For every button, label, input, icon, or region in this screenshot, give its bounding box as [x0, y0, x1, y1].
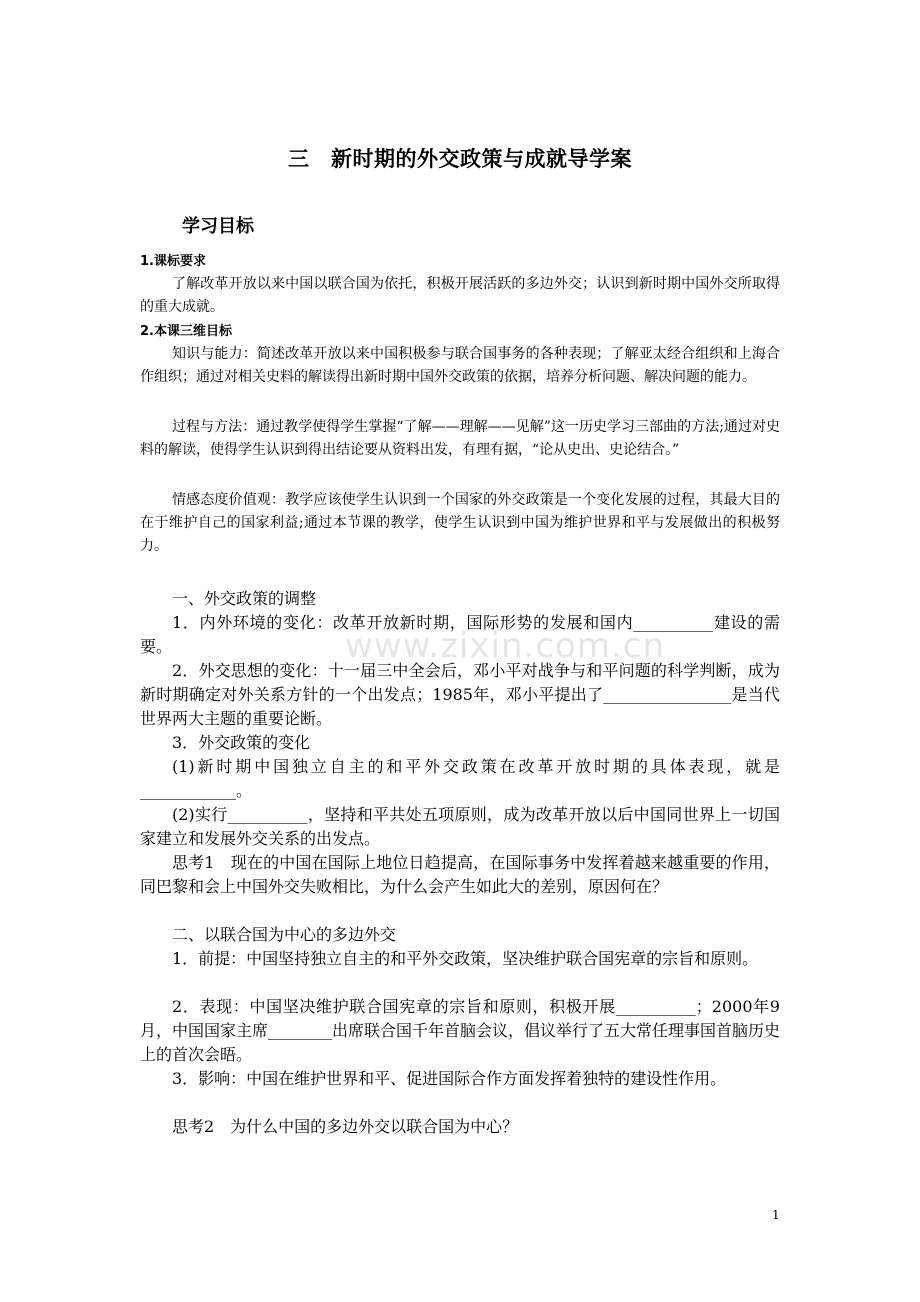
part1-item2: 2．外交思想的变化：十一届三中全会后，邓小平对战争与和平问题的科学判断，成为新时期确定对外关系方针的一个出发点；1985年，邓小平提出了________________是当代世界两大主题的重要论断。	[140, 661, 780, 728]
curriculum-text: 了解改革开放以来中国以联合国为依托，积极开展活跃的多边外交；认识到新时期中国外交所取得的重大成就。	[140, 276, 780, 315]
part1-item3b: (2)实行__________，坚持和平共处五项原则，成为改革开放以后中国同世界上一切国家建立和发展外交关系的出发点。	[140, 805, 780, 848]
curriculum-heading: 1.课标要求	[140, 254, 206, 269]
goal-knowledge: 知识与能力：简述改革开放以来中国积极参与联合国事务的各种表现；了解亚太经合组织和上海合作组织；通过对相关史料的解读得出新时期中国外交政策的依据，培养分析问题、解决问题的能力。	[140, 346, 780, 385]
part1-item3a: (1)新时期中国独立自主的和平外交政策在改革开放时期的具体表现，就是____________。	[140, 757, 780, 800]
part2-item1: 1．前提：中国坚持独立自主的和平外交政策，坚决维护联合国宪章的宗旨和原则。	[172, 949, 759, 968]
part1-item1: 1．内外环境的变化：改革开放新时期，国际形势的发展和国内__________建设的需要。	[140, 613, 780, 656]
goal-process: 过程与方法：通过教学使得学生掌握“了解——理解——见解”这一历史学习三部曲的方法;通过对史料的解读，使得学生认识到得出结论要从资料出发，有理有据，“论从史出、史论结合。”	[140, 419, 780, 458]
watermark: www.zixin.com.cn	[345, 626, 665, 666]
part2-heading: 二、以联合国为中心的多边外交	[172, 925, 397, 944]
page-title: 三 新时期的外交政策与成就导学案	[288, 147, 632, 171]
part1-heading: 一、外交政策的调整	[172, 589, 317, 608]
goal-emotion: 情感态度价值观：教学应该使学生认识到一个国家的外交政策是一个变化发展的过程，其最大目的在于维护自己的国家利益;通过本节课的教学，使学生认识到中国为维护世界和平与发展做出的积极努力。	[140, 492, 780, 554]
part1-item3: 3．外交政策的变化	[172, 733, 311, 752]
page-number: 1	[772, 1208, 780, 1222]
three-goals-heading: 2.本课三维目标	[140, 324, 232, 339]
part2-item3: 3．影响：中国在维护世界和平、促进国际合作方面发挥着独特的建设性作用。	[172, 1069, 727, 1088]
learning-goals-heading: 学习目标	[182, 216, 254, 237]
think2-question: 思考2 为什么中国的多边外交以联合国为中心？	[172, 1117, 519, 1136]
think1-question: 思考1 现在的中国在国际上地位日趋提高，在国际事务中发挥着越来越重要的作用，同巴黎和会上中国外交失败相比，为什么会产生如此大的差别，原因何在？	[140, 853, 780, 896]
part2-item2: 2．表现：中国坚决维护联合国宪章的宗旨和原则，积极开展__________；2000年9月，中国国家主席________出席联合国千年首脑会议，倡议举行了五大常任理事国首脑历史上的首次会晤。	[140, 997, 781, 1064]
